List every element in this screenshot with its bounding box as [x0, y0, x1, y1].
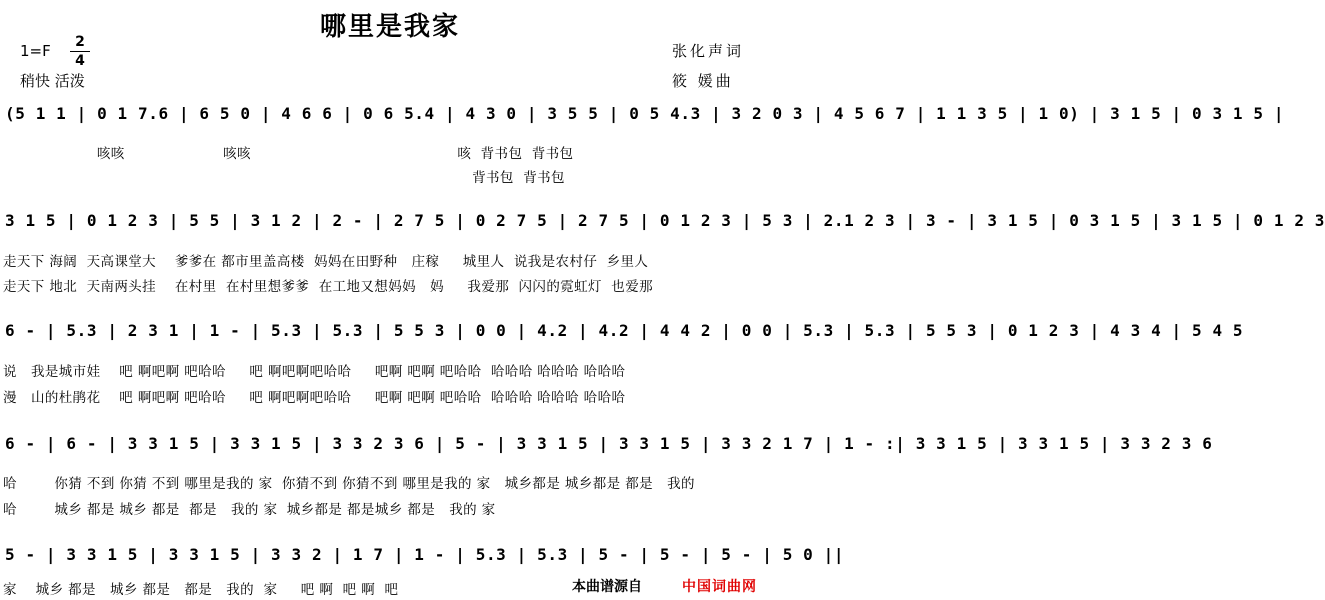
composer-credit: 筱 媛曲 [672, 72, 734, 90]
lyric-row-1-verse-1: 咳咳 咳咳 咳 背书包 背书包 [3, 146, 574, 162]
score-row-2: 3 1 5 | 0 1 2 3 | 5 5 | 3 1 2 | 2 - | 2 7 5 | 0 2 7 5 | 2 7 5 | 0 1 2 3 | 5 3 | 2.1 2 3 | 3 - | 3 1 5 | 0 3 1 5 | 3 1 5 | 0 1 2 3 [5, 211, 1325, 230]
lyric-row-2-verse-1: 走天下 海阔 天高课堂大 爹爹在 都市里盖高楼 妈妈在田野种 庄稼 城里人 说我是农村仔 乡里人 [3, 254, 649, 270]
song-title: 哪里是我家 [319, 12, 460, 42]
score-row-3: 6 - | 5.3 | 2 3 1 | 1 - | 5.3 | 5.3 | 5 5 3 | 0 0 | 4.2 | 4.2 | 4 4 2 | 0 0 | 5.3 | 5.3 | 5 5 3 | 0 1 2 3 | 4 3 4 | 5 4 5 [5, 321, 1244, 340]
lyric-row-5-verse-1: 家 城乡 都是 城乡 都是 都是 我的 家 吧 啊 吧 啊 吧 [3, 582, 399, 598]
lyric-row-3-verse-1: 说 我是城市娃 吧 啊吧啊 吧哈哈 吧 啊吧啊吧哈哈 吧啊 吧啊 吧哈哈 哈哈哈 哈哈哈 哈哈哈 [3, 364, 626, 380]
lyric-row-2-verse-2: 走天下 地北 天南两头挂 在村里 在村里想爹爹 在工地又想妈妈 妈 我爱那 闪闪的霓虹灯 也爱那 [3, 279, 653, 295]
time-signature-top: 2 [75, 34, 85, 50]
score-row-1: (5 1 1 | 0 1 7.6 | 6 5 0 | 4 6 6 | 0 6 5.4 | 4 3 0 | 3 5 5 | 0 5 4.3 | 3 2 0 3 | 4 5 6 7 | 1 1 3 5 | 1 0) | 3 1 5 | 0 3 1 5 | [5, 104, 1285, 123]
site-logo-text: 中国词曲网 [682, 579, 757, 595]
lyricist-credit: 张化声词 [672, 42, 745, 60]
lyric-row-1-verse-2: 背书包 背书包 [3, 170, 565, 186]
tempo-marking: 稍快 活泼 [20, 72, 85, 90]
key-signature: 1=F [20, 42, 51, 60]
lyric-row-4-verse-2: 哈 城乡 都是 城乡 都是 都是 我的 家 城乡都是 都是城乡 都是 我的 家 [3, 502, 496, 518]
score-row-5: 5 - | 3 3 1 5 | 3 3 1 5 | 3 3 2 | 1 7 | 1 - | 5.3 | 5.3 | 5 - | 5 - | 5 - | 5 0 || [5, 545, 845, 564]
source-note: 本曲谱源自 [572, 579, 642, 595]
time-signature-bottom: 4 [75, 53, 85, 69]
time-signature-bar [70, 51, 90, 52]
lyric-row-3-verse-2: 漫 山的杜鹃花 吧 啊吧啊 吧哈哈 吧 啊吧啊吧哈哈 吧啊 吧啊 吧哈哈 哈哈哈 哈哈哈 哈哈哈 [3, 390, 626, 406]
score-row-4: 6 - | 6 - | 3 3 1 5 | 3 3 1 5 | 3 3 2 3 6 | 5 - | 3 3 1 5 | 3 3 1 5 | 3 3 2 1 7 | 1 - :| 3 3 1 5 | 3 3 1 5 | 3 3 2 3 6 [5, 434, 1213, 453]
lyric-row-4-verse-1: 哈 你猜 不到 你猜 不到 哪里是我的 家 你猜不到 你猜不到 哪里是我的 家 城乡都是 城乡都是 都是 我的 [3, 476, 695, 492]
time-signature [70, 34, 90, 69]
